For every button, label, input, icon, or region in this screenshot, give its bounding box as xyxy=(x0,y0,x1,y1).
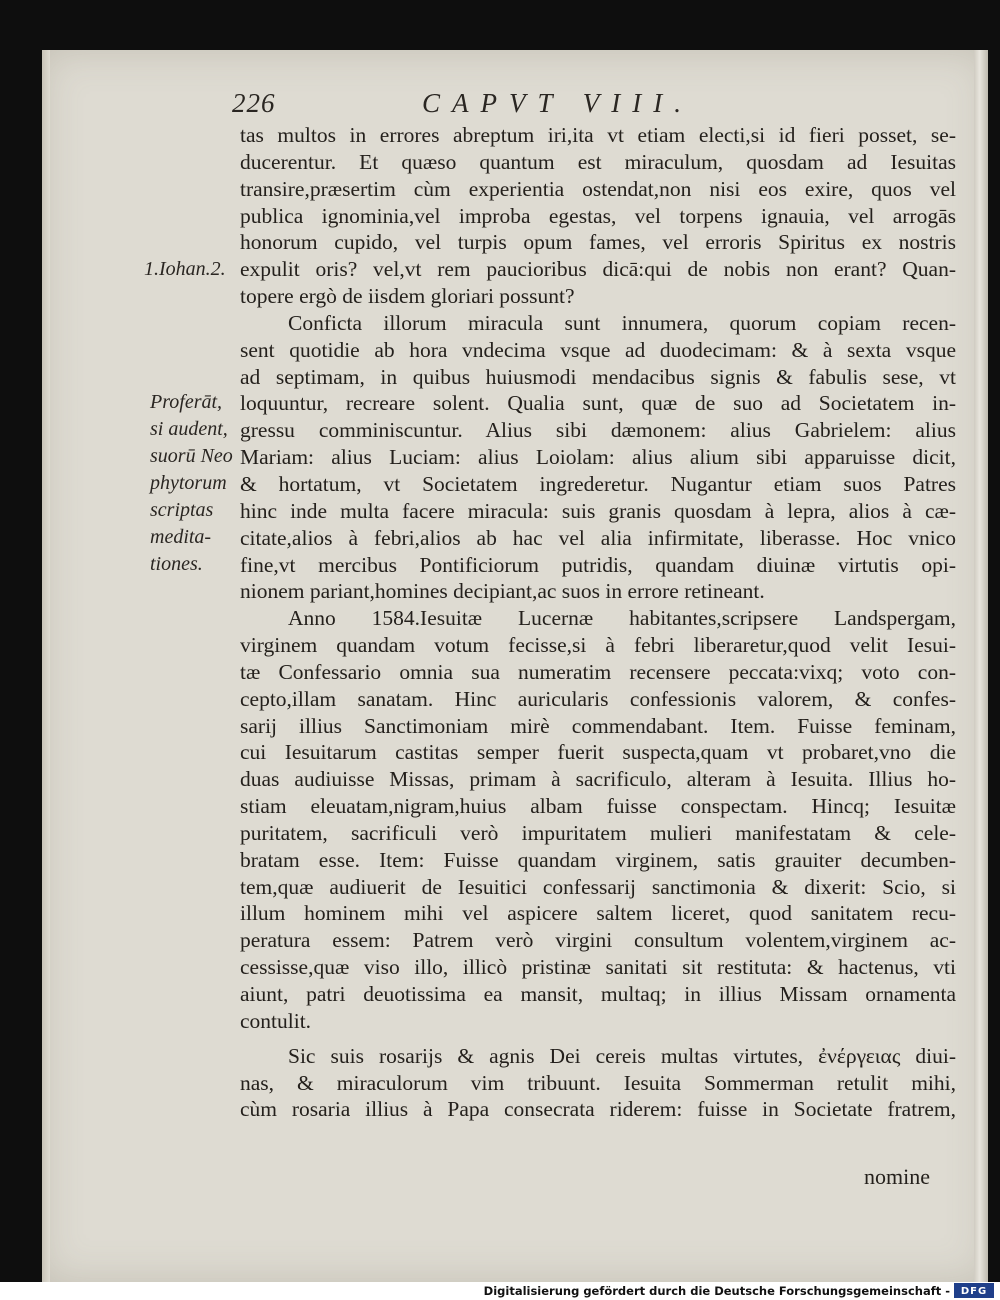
text-line: ducerentur. Et quæso quantum est miraculum, quosdam ad Iesuitas xyxy=(240,149,956,174)
text-line: stiam eleuatam,nigram,huius albam fuisse conspectam. Hincq; Iesuitæ xyxy=(240,794,956,819)
text-line: contulit. xyxy=(240,1008,312,1033)
text-line: honorum cupido, vel turpis opum fames, vel erroris Spiritus ex nostris xyxy=(240,230,956,255)
text-line: sent quotidie ab hora vndecima vsque ad duodecimam: & à sexta vsque xyxy=(240,337,956,362)
footer-credit: Digitalisierung gefördert durch die Deutsche Forschungsgemeinschaft - xyxy=(483,1284,950,1298)
margin-note-line: tiones. xyxy=(150,553,203,575)
text-line: aiunt, patri deuotissima ea mansit, multaq; in illius Missam ornamenta xyxy=(240,982,956,1006)
text-line: fine,vt mercibus Pontificiorum putridis, quandam diuinæ virtutis opi- xyxy=(240,552,956,577)
text-line: loquuntur, recreare solent. Qualia sunt, quæ de suo ad Societatem in- xyxy=(240,391,956,416)
text-line: gressu comminiscuntur. Alius sibi dæmonem: alius Gabrielem: alius xyxy=(240,418,956,443)
digitization-footer xyxy=(0,1282,1000,1300)
page-number: 226 xyxy=(232,88,276,118)
text-line: cepto,illam sanatam. Hinc auricularis confessionis valorem, & confes- xyxy=(240,686,956,711)
catchword: nomine xyxy=(864,1164,930,1189)
margin-note-line: scriptas xyxy=(150,499,214,521)
text-line: topere ergò de iisdem gloriari possunt? xyxy=(240,284,575,309)
page-gutter xyxy=(42,50,50,1282)
text-line: nionem pariant,homines decipiant,ac suos in errore retineant. xyxy=(240,579,765,604)
text-line: sarij illius Sanctimoniam mirè commendabant. Item. Fuisse feminam, xyxy=(240,713,956,738)
margin-note-line: Proferāt, xyxy=(150,391,223,413)
text-line: cùm rosaria illius à Papa consecrata riderem: fuisse in Societate fratrem, xyxy=(240,1097,956,1122)
text-line: ad septimam, in quibus huiusmodi mendacibus signis & fabulis sese, vt xyxy=(240,364,956,389)
dfg-logo: DFG xyxy=(954,1283,994,1298)
text-line: hinc inde multa facere miracula: suis granis quosdam à lepra, alios à cæ- xyxy=(240,498,956,523)
text-line: Conficta illorum miracula sunt innumera, quorum copiam recen- xyxy=(288,310,956,335)
text-line: expulit oris? vel,vt rem paucioribus dicā:qui de nobis non erant? Quan- xyxy=(240,257,956,282)
text-line: peratura essem: Patrem verò virgini consultum volentem,virginem ac- xyxy=(240,928,956,953)
text-line: publica ignominia,vel improba egestas, vel torpens ignauia, vel arrogās xyxy=(240,203,956,228)
text-line: Mariam: alius Luciam: alius Loiolam: alius alium sibi apparuisse dicit, xyxy=(240,445,956,470)
text-line: tas multos in errores abreptum iri,ita vt etiam electi,si id fieri posset, se- xyxy=(240,123,956,147)
chapter-title: CAPVT VIII. xyxy=(422,88,693,118)
margin-note-line: phytorum xyxy=(150,472,227,494)
text-line: citate,alios à febri,alios ab hac vel alia infirmitate, liberasse. Hoc vnico xyxy=(240,525,956,550)
margin-reference: 1.Iohan.2. xyxy=(144,258,226,280)
text-line: duas audiuisse Missas, primam à sacrificulo, alteram à Iesuita. Illius ho- xyxy=(240,767,956,792)
text-line: Sic suis rosarijs & agnis Dei cereis multas virtutes, ἐνέργειας diui- xyxy=(288,1043,956,1068)
text-line: cui Iesuitarum castitas semper fuerit suspecta,quam vt probaret,vno die xyxy=(240,740,956,765)
text-line: nas, & miraculorum vim tribuunt. Iesuita Sommerman retulit mihi, xyxy=(240,1070,956,1095)
book-page xyxy=(42,50,988,1282)
text-line: tæ Confessario omnia sua numeratim recensere peccata:vixq; voto con- xyxy=(240,659,956,684)
margin-note-line: suorū Neo xyxy=(150,445,233,467)
text-line: virginem quandam votum fecisse,si à febri liberaretur,quod velit Iesui- xyxy=(240,633,956,658)
text-line: transire,præsertim cùm experientia ostendat,non nisi eos exire, quos vel xyxy=(240,176,956,201)
text-line: puritatem, sacrificuli verò impuritatem mulieri manifestatam & cele- xyxy=(240,820,956,845)
margin-note-line: medita- xyxy=(150,526,212,548)
margin-note-line: si audent, xyxy=(150,418,228,440)
page-edge xyxy=(974,50,988,1282)
body-text xyxy=(240,122,956,1123)
text-line: bratam esse. Item: Fuisse quandam virginem, satis grauiter decumben- xyxy=(240,847,956,872)
text-line: & hortatum, vt Societatem ingrederetur. Nugantur etiam suos Patres xyxy=(240,471,956,496)
text-line: tem,quæ audiuerit de Iesuitici confessarij sanctimonia & dixerit: Scio, si xyxy=(240,874,956,899)
text-line: cessisse,quæ viso illo, illicò pristinæ sanitati sit restituta: & hactenus, vti xyxy=(240,955,956,980)
text-line: Anno 1584.Iesuitæ Lucernæ habitantes,scripsere Landspergam, xyxy=(288,606,956,631)
text-line: illum hominem mihi vel aspicere saltem liceret, quod sanitatem recu- xyxy=(240,901,956,926)
